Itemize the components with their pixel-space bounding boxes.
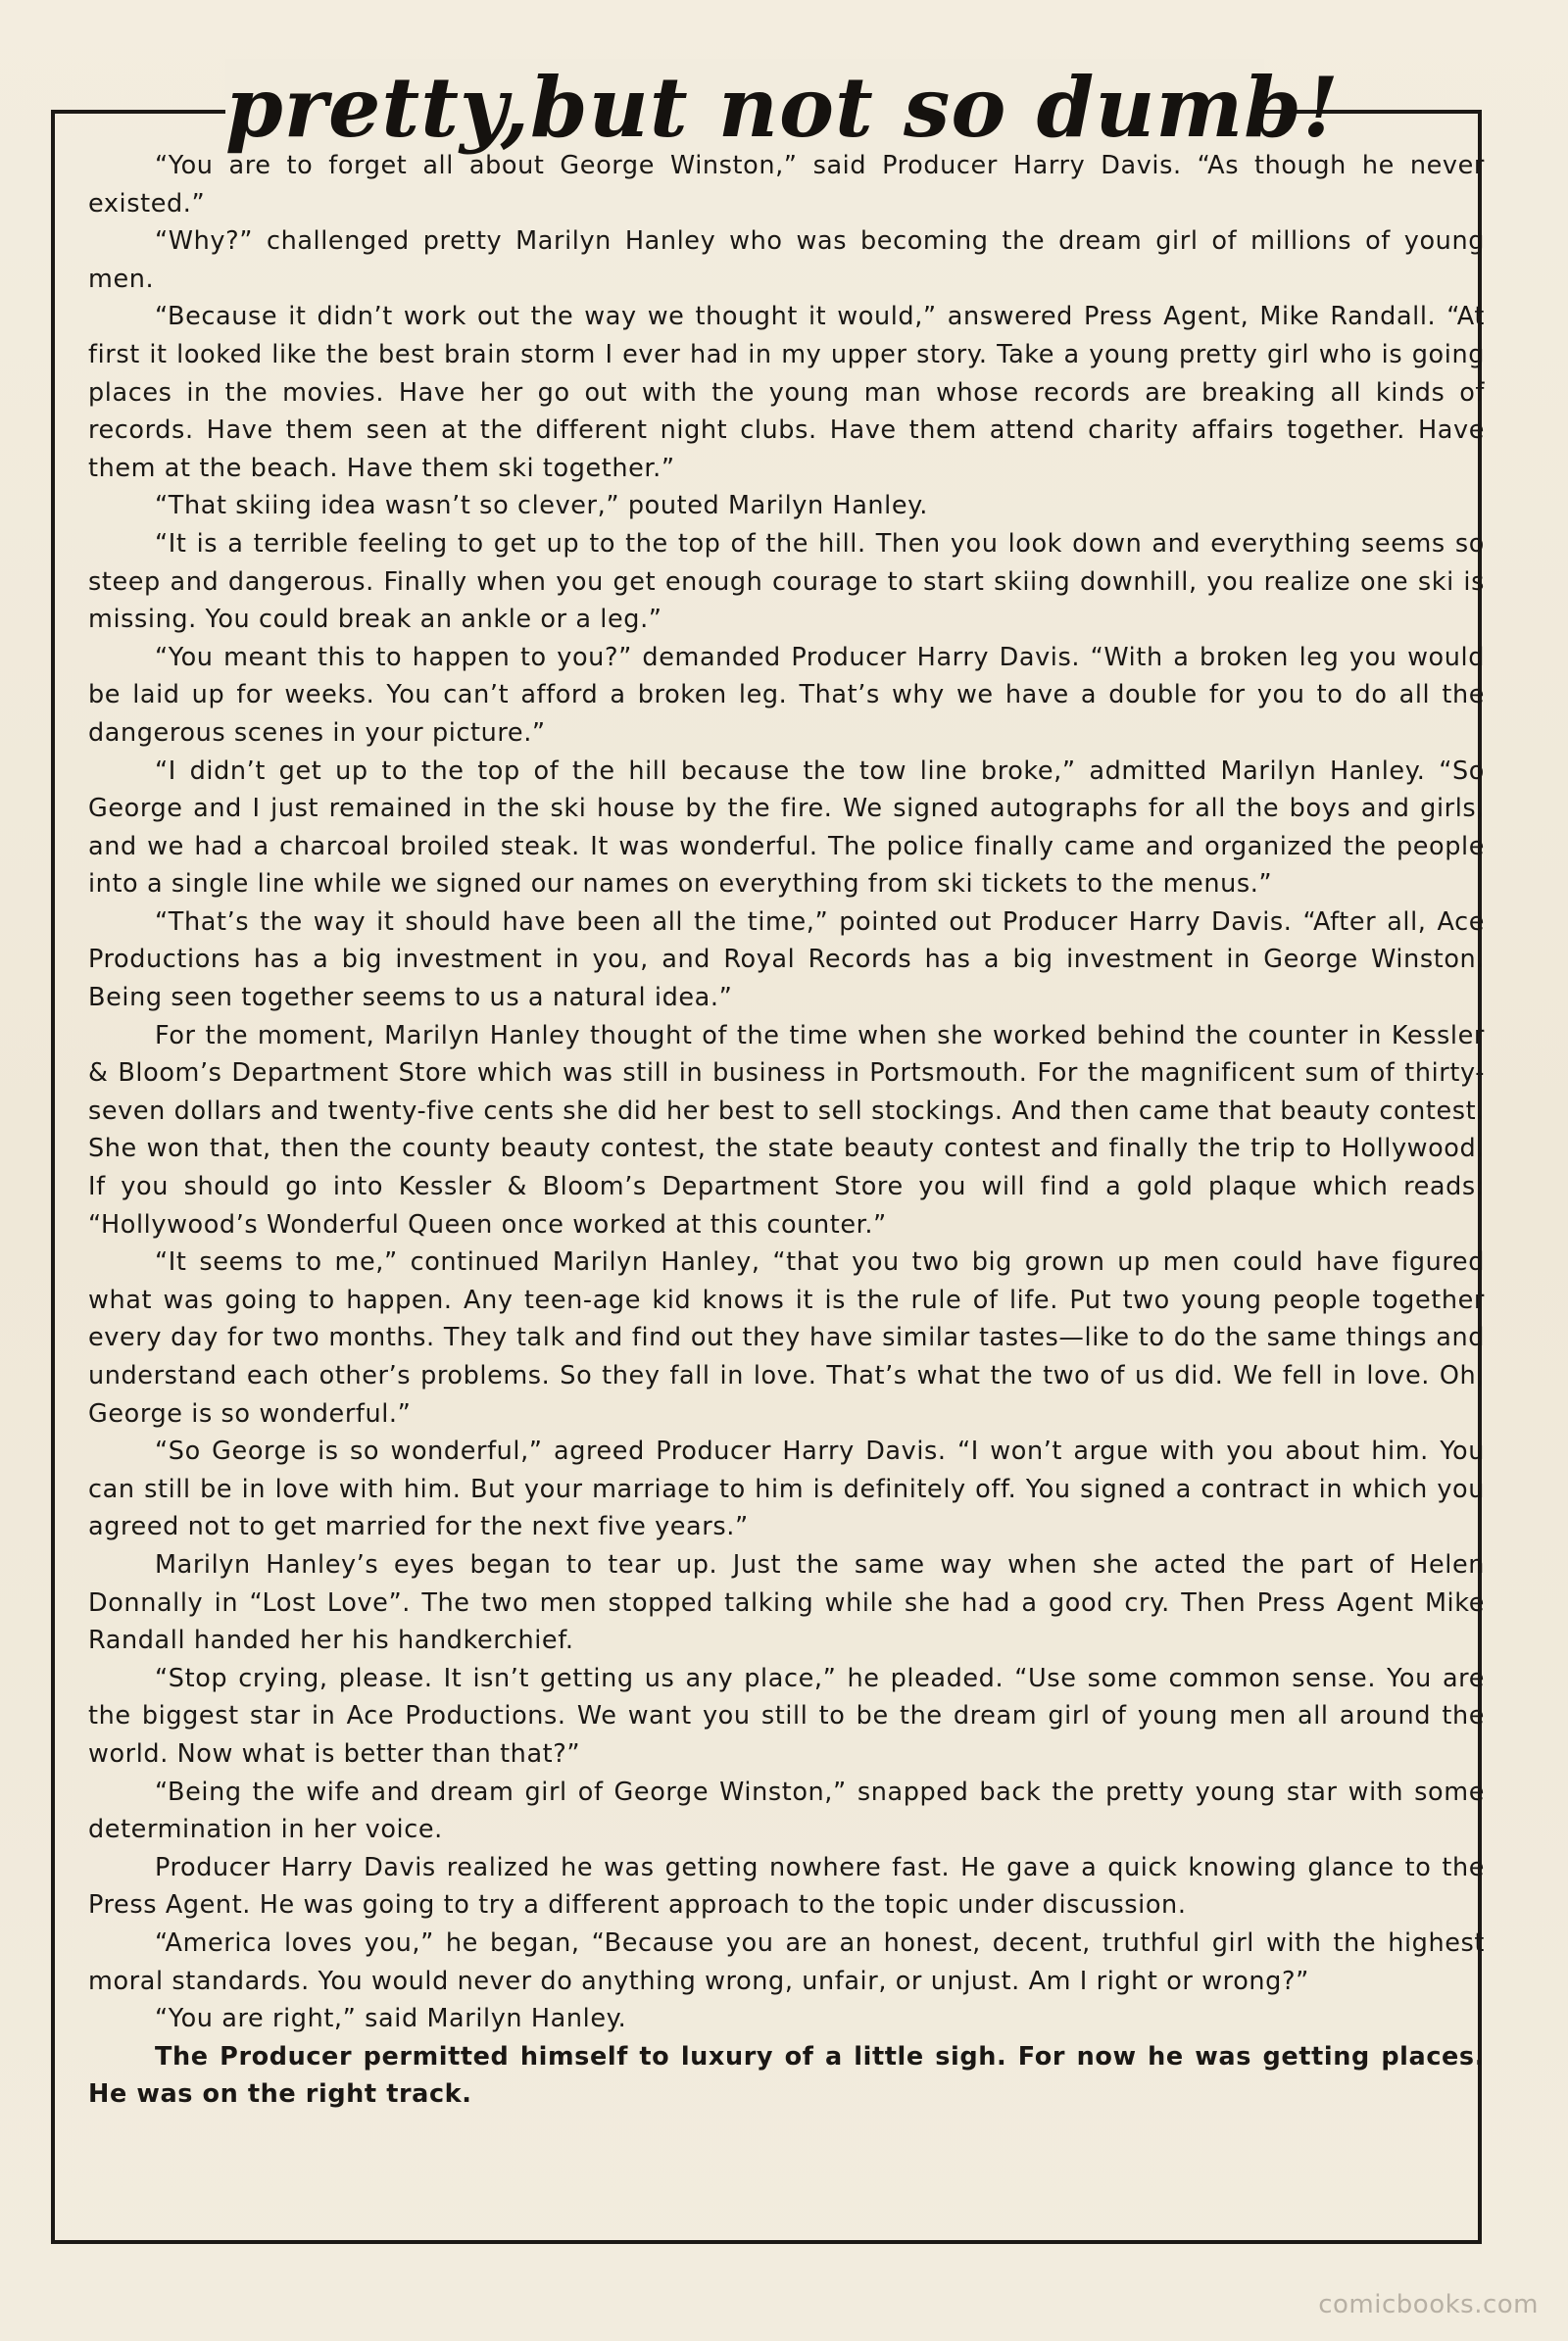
story-paragraph: “It seems to me,” continued Marilyn Hanley, “that you two big grown up men could have figured what was going to happen. Any teen-age kid knows it is the rule of life. Put two young people together every day for two months. They talk and find out they have similar tastes—like to do the same things and understand each other’s problems. So they fall in love. That’s what the two of us did. We fell in love. Oh, George is so wonderful.”: [88, 1247, 1485, 1429]
title-banner: [225, 59, 1340, 157]
story-paragraph: “America loves you,” he began, “Because you are an honest, decent, truthful girl with the highest moral standards. You would never do anything wrong, unfair, or unjust. Am I right or wrong?”: [88, 1927, 1485, 1996]
story-paragraph: “So George is so wonderful,” agreed Producer Harry Davis. “I won’t argue with you about him. You can still be in love with him. But your marriage to him is definitely off. You signed a contract in which you agreed not to get married for the next five years.”: [88, 1437, 1485, 1542]
story-paragraph: “Being the wife and dream girl of George Winston,” snapped back the pretty young star with some determination in her voice.: [88, 1777, 1485, 1845]
story-paragraph: The Producer permitted himself to luxury of a little sigh. For now he was getting places. He was on the right track.: [88, 2041, 1485, 2110]
story-paragraph: “It is a terrible feeling to get up to the top of the hill. Then you look down and everything seems so steep and dangerous. Finally when you get enough courage to start skiing downhill, you realize one ski is missing. You could break an ankle or a leg.”: [88, 528, 1485, 635]
story-paragraph: “That’s the way it should have been all the time,” pointed out Producer Harry Davis. “After all, Ace Productions has a big investment in you, and Royal Records has a big investment in George Winston. Being seen together seems to us a natural idea.”: [88, 906, 1485, 1013]
story-body: [88, 147, 1485, 2224]
story-paragraph: “Because it didn’t work out the way we thought it would,” answered Press Agent, Mike Randall. “At first it looked like the best brain storm I ever had in my upper story. Take a young pretty girl who is going places in the movies. Have her go out with the young man whose records are breaking all kinds of records. Have them seen at the different night clubs. Have them attend charity affairs together. Have them at the beach. Have them ski together.”: [88, 302, 1485, 483]
story-paragraph: “That skiing idea wasn’t so clever,” pouted Marilyn Hanley.: [155, 491, 928, 521]
story-paragraph: “You are right,” said Marilyn Hanley.: [155, 2004, 627, 2034]
story-title: pretty,but not so dumb!: [225, 59, 1340, 156]
story-paragraph: “You are to forget all about George Winston,” said Producer Harry Davis. “As though he never existed.”: [88, 151, 1485, 219]
watermark: comicbooks.com: [1318, 2290, 1539, 2319]
story-paragraph: “I didn’t get up to the top of the hill because the tow line broke,” admitted Marilyn Hanley. “So George and I just remained in the ski house by the fire. We signed autographs for all the boys and girls, and we had a charcoal broiled steak. It was wonderful. The police finally came and organized the people into a single line while we signed our names on everything from ski tickets to the menus.”: [88, 756, 1485, 900]
story-paragraph: “Why?” challenged pretty Marilyn Hanley who was becoming the dream girl of millions of young men.: [88, 226, 1485, 294]
story-paragraph: Marilyn Hanley’s eyes began to tear up. Just the same way when she acted the part of Helen Donnally in “Lost Love”. The two men stopped talking while she had a good cry. Then Press Agent Mike Randall handed her his handkerchief.: [88, 1549, 1485, 1656]
story-paragraph: For the moment, Marilyn Hanley thought of the time when she worked behind the counter in Kessler & Bloom’s Department Store which was still in business in Portsmouth. For the magnificent sum of thirty-seven dollars and twenty-five cents she did her best to sell stockings. And then came that beauty contest. She won that, then the county beauty contest, the state beauty contest and finally the trip to Hollywood. If you should go into Kessler & Bloom’s Department Store you will find a gold plaque which reads: “Hollywood’s Wonderful Queen once worked at this counter.”: [88, 1020, 1485, 1240]
story-paragraph: “You meant this to happen to you?” demanded Producer Harry Davis. “With a broken leg you would be laid up for weeks. You can’t afford a broken leg. That’s why we have a double for you to do all the dangerous scenes in your picture.”: [88, 642, 1485, 748]
story-paragraph: “Stop crying, please. It isn’t getting us any place,” he pleaded. “Use some common sense. You are the biggest star in Ace Productions. We want you still to be the dream girl of young men all around the world. Now what is better than that?”: [88, 1663, 1485, 1769]
story-paragraph: Producer Harry Davis realized he was getting nowhere fast. He gave a quick knowing glance to the Press Agent. He was going to try a different approach to the topic under discussion.: [88, 1852, 1485, 1921]
